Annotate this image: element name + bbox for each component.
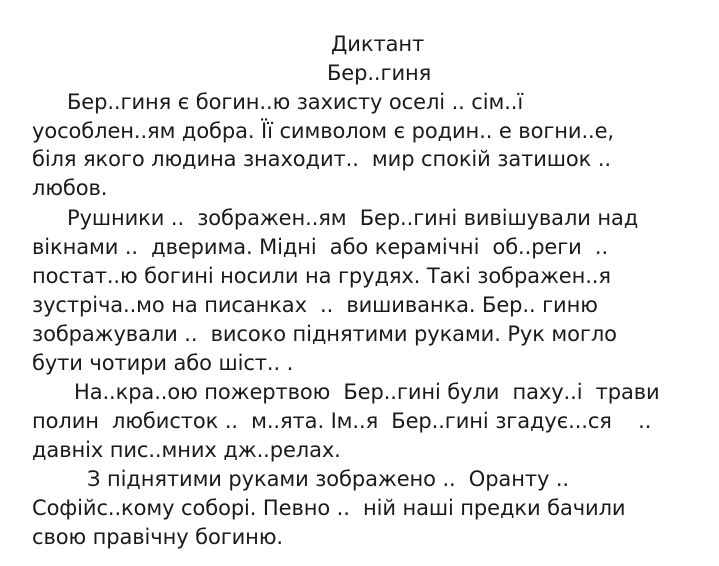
text-line: вікнами .. дверима. Мідні або керамічні об..реги .. [32,235,609,259]
text-line: давніх пис..мних дж..релах. [32,438,341,462]
text-line: зустріча..мо на писанках .. вишиванка. Бер.. гиню [32,293,598,317]
text-line: З піднятими руками зображено .. Оранту .. [87,467,570,491]
text-line: Софійс..кому соборі. Певно .. ній наші предки бачили [32,496,626,520]
text-line: уособлен..ям добра. Її символом є родин.. е вогни..е, [32,119,614,143]
document-subtitle: Бер..гиня [327,61,432,85]
text-line: На..кра..ою пожертвою Бер..гині були паху..і трави [74,380,660,404]
text-line: свою правічну богиню. [32,525,283,549]
text-line: зображували .. високо піднятими руками. Рук могло [32,322,617,346]
text-line: бути чотири або шіст.. . [32,351,294,375]
text-line: Рушники .. зображен..ям Бер..гині вивішували над [67,206,639,230]
document-title: Диктант [331,32,425,56]
text-line: любов. [32,176,108,200]
text-line: Бер..гиня є богин..ю захисту оселі .. сім..ї [67,90,524,114]
text-line: постат..ю богині носили на грудях. Такі зображен..я [32,264,611,288]
text-line: біля якого людина знаходит.. мир спокій затишок .. [32,147,611,171]
text-line: полин любисток .. м..ята. Ім..я Бер..гині згадує...ся .. [32,409,652,433]
